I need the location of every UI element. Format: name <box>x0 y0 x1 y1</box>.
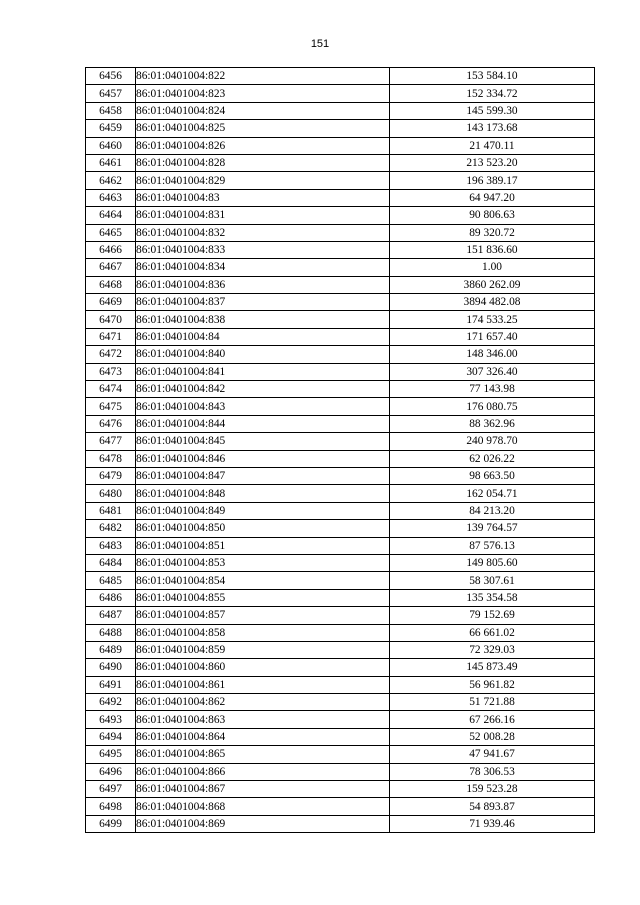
table-row <box>86 450 595 467</box>
cadastral-number-cell: 86:01:0401004:850 <box>136 520 390 537</box>
cadastral-number-cell: 86:01:0401004:825 <box>136 120 390 137</box>
cadastral-value-cell: 62 026.22 <box>390 450 595 467</box>
row-number-cell: 6488 <box>86 624 136 641</box>
cadastral-value-cell: 72 329.03 <box>390 641 595 658</box>
cadastral-value-cell: 162 054.71 <box>390 485 595 502</box>
cadastral-value-cell: 152 334.72 <box>390 85 595 102</box>
cadastral-value-cell: 3894 482.08 <box>390 294 595 311</box>
cadastral-value-cell: 148 346.00 <box>390 346 595 363</box>
cadastral-number-cell: 86:01:0401004:851 <box>136 537 390 554</box>
table-row <box>86 641 595 658</box>
cadastral-number-cell: 86:01:0401004:831 <box>136 207 390 224</box>
row-number-cell: 6464 <box>86 207 136 224</box>
table-row <box>86 798 595 815</box>
table-row <box>86 607 595 624</box>
table-row <box>86 276 595 293</box>
row-number-cell: 6481 <box>86 502 136 519</box>
cadastral-number-cell: 86:01:0401004:867 <box>136 781 390 798</box>
cadastral-number-cell: 86:01:0401004:863 <box>136 711 390 728</box>
cadastral-value-cell: 153 584.10 <box>390 68 595 85</box>
row-number-cell: 6476 <box>86 415 136 432</box>
row-number-cell: 6497 <box>86 781 136 798</box>
row-number-cell: 6498 <box>86 798 136 815</box>
table-row <box>86 68 595 85</box>
table-row <box>86 676 595 693</box>
cadastral-value-table <box>85 67 595 833</box>
row-number-cell: 6486 <box>86 589 136 606</box>
cadastral-value-cell: 307 326.40 <box>390 363 595 380</box>
table-row <box>86 554 595 571</box>
cadastral-value-cell: 145 873.49 <box>390 659 595 676</box>
cadastral-value-cell: 87 576.13 <box>390 537 595 554</box>
table-row <box>86 415 595 432</box>
row-number-cell: 6473 <box>86 363 136 380</box>
cadastral-number-cell: 86:01:0401004:855 <box>136 589 390 606</box>
cadastral-number-cell: 86:01:0401004:843 <box>136 398 390 415</box>
cadastral-value-cell: 54 893.87 <box>390 798 595 815</box>
cadastral-value-cell: 58 307.61 <box>390 572 595 589</box>
row-number-cell: 6487 <box>86 607 136 624</box>
cadastral-value-cell: 139 764.57 <box>390 520 595 537</box>
table-row <box>86 763 595 780</box>
row-number-cell: 6489 <box>86 641 136 658</box>
table-row <box>86 433 595 450</box>
cadastral-value-cell: 174 533.25 <box>390 311 595 328</box>
cadastral-number-cell: 86:01:0401004:841 <box>136 363 390 380</box>
table-row <box>86 502 595 519</box>
cadastral-number-cell: 86:01:0401004:861 <box>136 676 390 693</box>
cadastral-number-cell: 86:01:0401004:847 <box>136 467 390 484</box>
cadastral-number-cell: 86:01:0401004:84 <box>136 328 390 345</box>
table-row <box>86 311 595 328</box>
cadastral-number-cell: 86:01:0401004:826 <box>136 137 390 154</box>
cadastral-number-cell: 86:01:0401004:865 <box>136 746 390 763</box>
row-number-cell: 6458 <box>86 102 136 119</box>
cadastral-number-cell: 86:01:0401004:836 <box>136 276 390 293</box>
table-row <box>86 467 595 484</box>
cadastral-number-cell: 86:01:0401004:823 <box>136 85 390 102</box>
cadastral-number-cell: 86:01:0401004:834 <box>136 259 390 276</box>
cadastral-value-cell: 66 661.02 <box>390 624 595 641</box>
table-row <box>86 589 595 606</box>
table-row <box>86 624 595 641</box>
row-number-cell: 6460 <box>86 137 136 154</box>
cadastral-number-cell: 86:01:0401004:853 <box>136 554 390 571</box>
table-row <box>86 172 595 189</box>
cadastral-number-cell: 86:01:0401004:829 <box>136 172 390 189</box>
row-number-cell: 6493 <box>86 711 136 728</box>
table-row <box>86 746 595 763</box>
row-number-cell: 6475 <box>86 398 136 415</box>
row-number-cell: 6479 <box>86 467 136 484</box>
cadastral-number-cell: 86:01:0401004:849 <box>136 502 390 519</box>
table-row <box>86 328 595 345</box>
cadastral-value-cell: 196 389.17 <box>390 172 595 189</box>
row-number-cell: 6465 <box>86 224 136 241</box>
cadastral-value-cell: 176 080.75 <box>390 398 595 415</box>
row-number-cell: 6474 <box>86 381 136 398</box>
table-row <box>86 537 595 554</box>
row-number-cell: 6472 <box>86 346 136 363</box>
cadastral-number-cell: 86:01:0401004:844 <box>136 415 390 432</box>
cadastral-number-cell: 86:01:0401004:854 <box>136 572 390 589</box>
table-row <box>86 294 595 311</box>
cadastral-value-cell: 79 152.69 <box>390 607 595 624</box>
row-number-cell: 6492 <box>86 694 136 711</box>
row-number-cell: 6499 <box>86 815 136 832</box>
row-number-cell: 6466 <box>86 241 136 258</box>
cadastral-number-cell: 86:01:0401004:845 <box>136 433 390 450</box>
page-number: 151 <box>310 38 330 50</box>
cadastral-value-cell: 78 306.53 <box>390 763 595 780</box>
table-body <box>86 68 595 833</box>
row-number-cell: 6470 <box>86 311 136 328</box>
row-number-cell: 6467 <box>86 259 136 276</box>
cadastral-number-cell: 86:01:0401004:837 <box>136 294 390 311</box>
row-number-cell: 6461 <box>86 154 136 171</box>
row-number-cell: 6491 <box>86 676 136 693</box>
table-row <box>86 659 595 676</box>
row-number-cell: 6483 <box>86 537 136 554</box>
cadastral-number-cell: 86:01:0401004:866 <box>136 763 390 780</box>
cadastral-number-cell: 86:01:0401004:859 <box>136 641 390 658</box>
table-row <box>86 694 595 711</box>
table-row <box>86 781 595 798</box>
cadastral-value-cell: 145 599.30 <box>390 102 595 119</box>
cadastral-value-cell: 51 721.88 <box>390 694 595 711</box>
cadastral-value-cell: 135 354.58 <box>390 589 595 606</box>
row-number-cell: 6490 <box>86 659 136 676</box>
row-number-cell: 6477 <box>86 433 136 450</box>
table-row <box>86 815 595 832</box>
cadastral-value-cell: 159 523.28 <box>390 781 595 798</box>
row-number-cell: 6462 <box>86 172 136 189</box>
table-row <box>86 728 595 745</box>
cadastral-value-cell: 171 657.40 <box>390 328 595 345</box>
row-number-cell: 6478 <box>86 450 136 467</box>
cadastral-value-cell: 213 523.20 <box>390 154 595 171</box>
cadastral-value-cell: 89 320.72 <box>390 224 595 241</box>
cadastral-number-cell: 86:01:0401004:833 <box>136 241 390 258</box>
table-row <box>86 102 595 119</box>
cadastral-number-cell: 86:01:0401004:822 <box>136 68 390 85</box>
row-number-cell: 6456 <box>86 68 136 85</box>
table-row <box>86 711 595 728</box>
table-row <box>86 363 595 380</box>
cadastral-number-cell: 86:01:0401004:828 <box>136 154 390 171</box>
table-row <box>86 85 595 102</box>
table-row <box>86 520 595 537</box>
table-row <box>86 189 595 206</box>
cadastral-value-cell: 98 663.50 <box>390 467 595 484</box>
table-row <box>86 381 595 398</box>
cadastral-value-cell: 64 947.20 <box>390 189 595 206</box>
cadastral-number-cell: 86:01:0401004:862 <box>136 694 390 711</box>
row-number-cell: 6469 <box>86 294 136 311</box>
table-row <box>86 241 595 258</box>
row-number-cell: 6484 <box>86 554 136 571</box>
row-number-cell: 6494 <box>86 728 136 745</box>
row-number-cell: 6459 <box>86 120 136 137</box>
table-row <box>86 398 595 415</box>
cadastral-number-cell: 86:01:0401004:848 <box>136 485 390 502</box>
table-row <box>86 137 595 154</box>
cadastral-value-cell: 21 470.11 <box>390 137 595 154</box>
cadastral-number-cell: 86:01:0401004:864 <box>136 728 390 745</box>
cadastral-value-cell: 151 836.60 <box>390 241 595 258</box>
cadastral-number-cell: 86:01:0401004:868 <box>136 798 390 815</box>
cadastral-value-cell: 1.00 <box>390 259 595 276</box>
row-number-cell: 6480 <box>86 485 136 502</box>
cadastral-number-cell: 86:01:0401004:83 <box>136 189 390 206</box>
cadastral-number-cell: 86:01:0401004:846 <box>136 450 390 467</box>
cadastral-number-cell: 86:01:0401004:824 <box>136 102 390 119</box>
table-row <box>86 572 595 589</box>
row-number-cell: 6457 <box>86 85 136 102</box>
cadastral-value-cell: 240 978.70 <box>390 433 595 450</box>
table-row <box>86 120 595 137</box>
cadastral-number-cell: 86:01:0401004:860 <box>136 659 390 676</box>
row-number-cell: 6496 <box>86 763 136 780</box>
cadastral-number-cell: 86:01:0401004:832 <box>136 224 390 241</box>
cadastral-value-cell: 90 806.63 <box>390 207 595 224</box>
cadastral-number-cell: 86:01:0401004:869 <box>136 815 390 832</box>
cadastral-value-cell: 77 143.98 <box>390 381 595 398</box>
cadastral-value-cell: 88 362.96 <box>390 415 595 432</box>
cadastral-number-cell: 86:01:0401004:858 <box>136 624 390 641</box>
table-row <box>86 346 595 363</box>
table-row <box>86 259 595 276</box>
cadastral-value-cell: 47 941.67 <box>390 746 595 763</box>
cadastral-value-cell: 149 805.60 <box>390 554 595 571</box>
row-number-cell: 6485 <box>86 572 136 589</box>
table-row <box>86 485 595 502</box>
cadastral-value-cell: 52 008.28 <box>390 728 595 745</box>
row-number-cell: 6482 <box>86 520 136 537</box>
row-number-cell: 6468 <box>86 276 136 293</box>
row-number-cell: 6471 <box>86 328 136 345</box>
table-row <box>86 224 595 241</box>
cadastral-number-cell: 86:01:0401004:838 <box>136 311 390 328</box>
row-number-cell: 6495 <box>86 746 136 763</box>
cadastral-value-cell: 67 266.16 <box>390 711 595 728</box>
cadastral-value-cell: 71 939.46 <box>390 815 595 832</box>
cadastral-number-cell: 86:01:0401004:840 <box>136 346 390 363</box>
table-row <box>86 154 595 171</box>
cadastral-value-cell: 143 173.68 <box>390 120 595 137</box>
cadastral-value-cell: 3860 262.09 <box>390 276 595 293</box>
table-row <box>86 207 595 224</box>
cadastral-number-cell: 86:01:0401004:842 <box>136 381 390 398</box>
row-number-cell: 6463 <box>86 189 136 206</box>
cadastral-value-cell: 56 961.82 <box>390 676 595 693</box>
cadastral-value-cell: 84 213.20 <box>390 502 595 519</box>
cadastral-number-cell: 86:01:0401004:857 <box>136 607 390 624</box>
